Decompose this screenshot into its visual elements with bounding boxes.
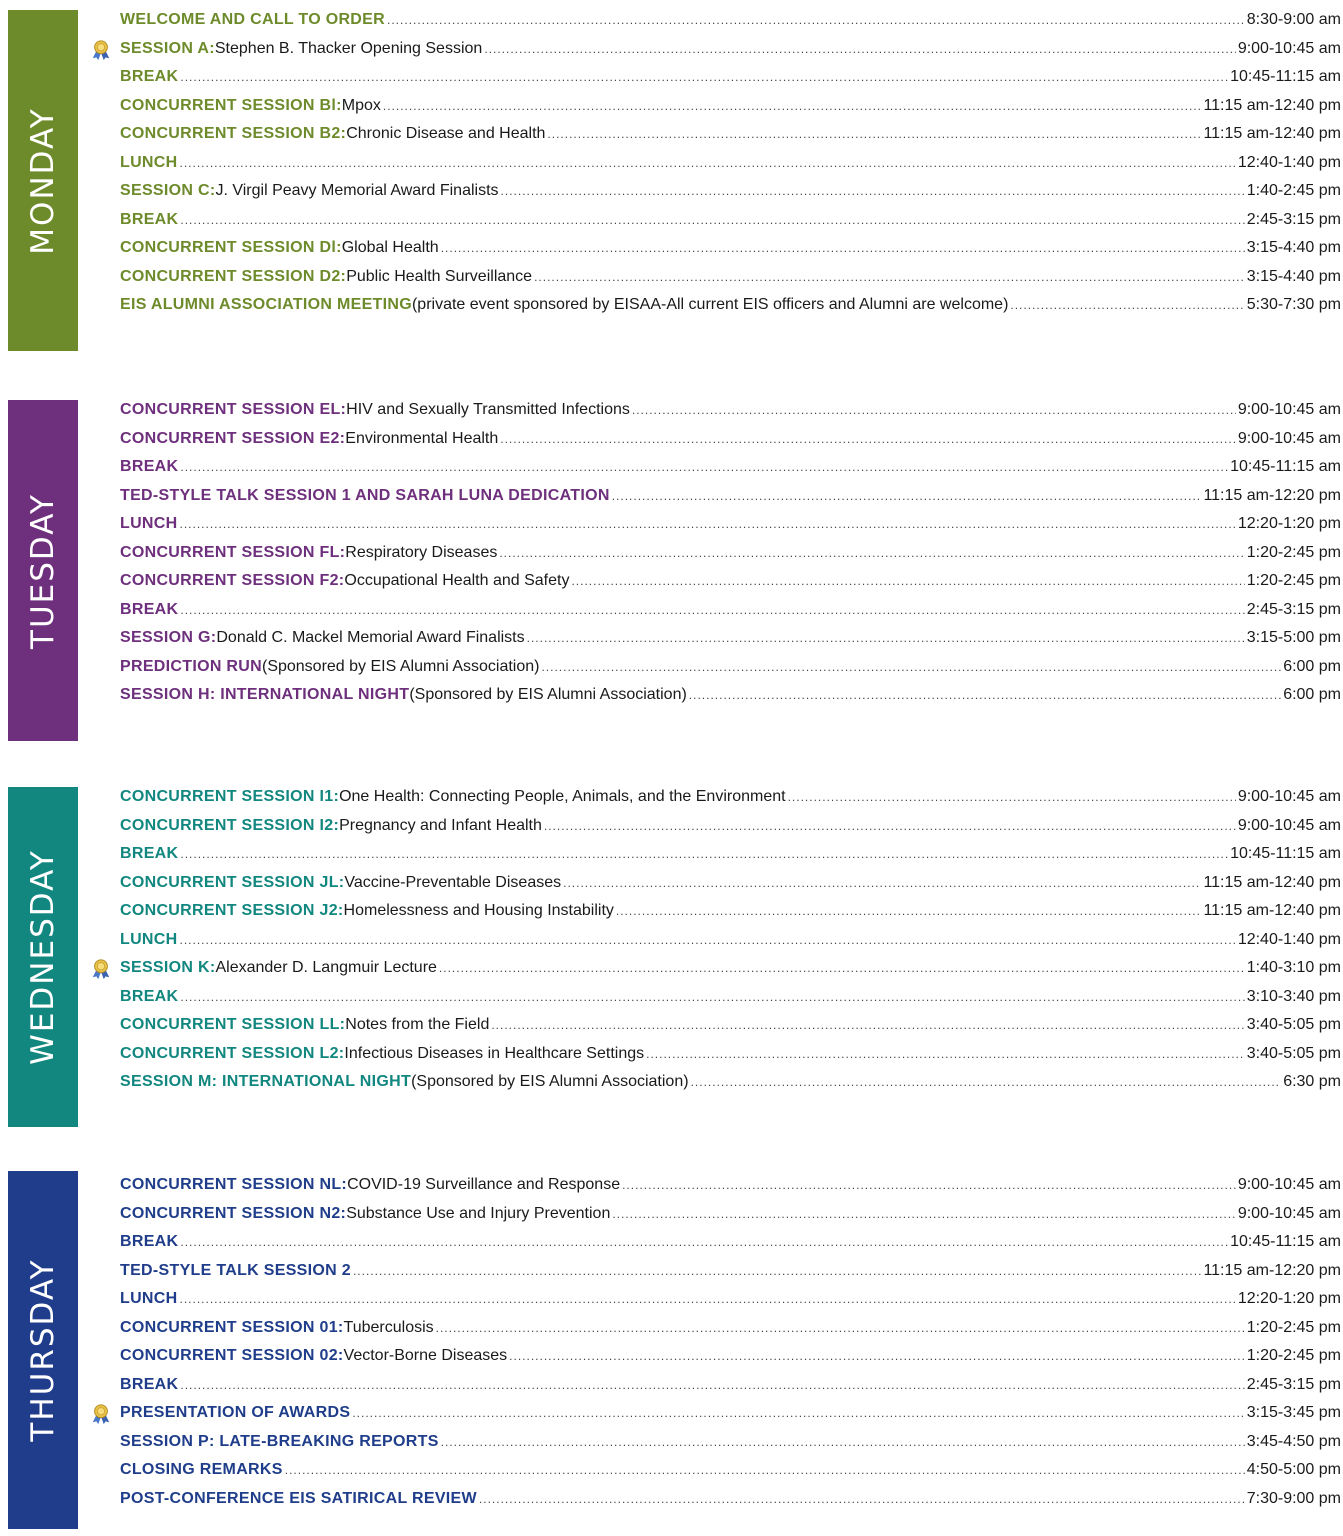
schedule-row: [120, 840, 1341, 869]
session-description: J. Virgil Peavy Memorial Award Finalists: [215, 182, 499, 199]
session-description: (private event sponsored by EISAA-All current EIS officers and Alumni are welcome): [411, 296, 1009, 313]
session-time: 1:20-2:45 pm: [1246, 1318, 1341, 1336]
schedule-row: [120, 1456, 1341, 1485]
schedule-row: [120, 567, 1341, 596]
session-title: CONCURRENT SESSION NL:: [120, 1176, 348, 1193]
session-title: LUNCH: [120, 515, 178, 532]
schedule-list: [120, 396, 1341, 710]
schedule-row: [120, 1228, 1341, 1257]
session-time: 9:00-10:45 am: [1237, 1176, 1341, 1193]
dot-leader: [180, 926, 1236, 955]
session-title: CONCURRENT SESSION Dl:: [120, 239, 342, 256]
session-title: SESSION G:: [120, 629, 217, 646]
session-description: Homelessness and Housing Instability: [343, 902, 614, 919]
session-title: TED-STYLE TALK SESSION 2: [120, 1261, 351, 1279]
dot-leader: [479, 1485, 1245, 1514]
dot-leader: [622, 1171, 1236, 1200]
schedule-row: [120, 1257, 1341, 1286]
session-title: CONCURRENT SESSION B2:: [120, 125, 347, 142]
schedule-row: [120, 539, 1341, 568]
session-title: BREAK: [120, 1375, 179, 1393]
session-title: SESSION K:: [120, 959, 216, 976]
session-title: SESSION P: LATE-BREAKING REPORTS: [120, 1432, 439, 1450]
session-description: Infectious Diseases in Healthcare Settings: [344, 1044, 645, 1062]
session-title: CONCURRENT SESSION E2:: [120, 429, 346, 447]
session-time: 1:20-2:45 pm: [1246, 543, 1341, 561]
award-ribbon-icon: [90, 39, 112, 61]
schedule-row: [120, 1314, 1341, 1343]
session-title: CONCURRENT SESSION 02:: [120, 1347, 344, 1364]
session-time: 10:45-11:15 am: [1230, 1233, 1341, 1250]
session-title: LUNCH: [120, 1290, 178, 1307]
session-title: TED-STYLE TALK SESSION 1 AND SARAH LUNA DEDICATION: [120, 486, 610, 504]
dot-leader: [501, 177, 1245, 206]
dot-leader: [383, 92, 1202, 121]
session-time: 1:40-2:45 pm: [1246, 182, 1341, 199]
session-description: Chronic Disease and Health: [346, 125, 546, 142]
session-title: CONCURRENT SESSION J2:: [120, 902, 344, 919]
session-title: CONCURRENT SESSION D2:: [120, 267, 347, 285]
schedule-row: [120, 63, 1341, 92]
schedule-row: [120, 812, 1341, 841]
dot-leader: [534, 263, 1245, 292]
session-description: Notes from the Field: [345, 1016, 490, 1033]
award-ribbon-icon: [90, 958, 112, 980]
session-description: (Sponsored by EIS Alumni Association): [411, 1073, 689, 1090]
session-time: 11:15 am-12:40 pm: [1203, 902, 1341, 919]
day-label: THURSDAY: [25, 1258, 61, 1442]
schedule-row: [120, 983, 1341, 1012]
dot-leader: [616, 897, 1202, 926]
session-title: BREAK: [120, 987, 179, 1005]
schedule-row: [120, 1285, 1341, 1314]
session-time: 9:00-10:45 am: [1237, 816, 1341, 834]
dot-leader: [180, 596, 1244, 625]
session-time: 3:45-4:50 pm: [1246, 1432, 1341, 1450]
schedule-row: [120, 263, 1341, 292]
dot-leader: [387, 6, 1245, 35]
session-description: Occupational Health and Safety: [344, 572, 570, 589]
dot-leader: [285, 1456, 1245, 1485]
session-description: Public Health Surveillance: [346, 267, 533, 285]
session-description: Vaccine-Preventable Diseases: [344, 873, 562, 891]
schedule-row: [120, 425, 1341, 454]
session-title: PREDICTION RUN: [120, 657, 262, 675]
session-title: CONCURRENT SESSION F2:: [120, 572, 345, 589]
schedule-row: [120, 1011, 1341, 1040]
session-time: 8:30-9:00 am: [1246, 11, 1341, 28]
schedule-row: [120, 1171, 1341, 1200]
session-description: Vector-Borne Diseases: [343, 1347, 508, 1364]
schedule-row: [120, 954, 1341, 983]
dot-leader: [544, 812, 1236, 841]
schedule-row: [120, 897, 1341, 926]
schedule-row: [120, 453, 1341, 482]
session-time: 2:45-3:15 pm: [1246, 1375, 1341, 1393]
session-title: CONCURRENT SESSION I1:: [120, 788, 340, 805]
dot-leader: [180, 1228, 1228, 1257]
session-title: CONCURRENT SESSION L2:: [120, 1044, 345, 1062]
schedule-row: [120, 234, 1341, 263]
dot-leader: [547, 120, 1201, 149]
dot-leader: [646, 1040, 1245, 1069]
schedule-row: [120, 1485, 1341, 1514]
schedule-row: [120, 1399, 1341, 1428]
session-time: 1:40-3:10 pm: [1246, 959, 1341, 976]
session-time: 6:00 pm: [1283, 686, 1341, 703]
schedule-row: [120, 177, 1341, 206]
dot-leader: [491, 1011, 1244, 1040]
schedule-list: [120, 6, 1341, 320]
day-tab-wednesday: [8, 787, 78, 1127]
dot-leader: [180, 63, 1228, 92]
day-tab-monday: [8, 10, 78, 351]
session-time: 12:40-1:40 pm: [1237, 153, 1341, 171]
session-time: 9:00-10:45 am: [1237, 429, 1341, 447]
session-title: BREAK: [120, 210, 179, 228]
schedule-row: [120, 1371, 1341, 1400]
schedule-row: [120, 482, 1341, 511]
day-tab-thursday: [8, 1171, 78, 1529]
session-description: Environmental Health: [345, 429, 499, 447]
schedule-row: [120, 1342, 1341, 1371]
dot-leader: [180, 983, 1244, 1012]
schedule-row: [120, 653, 1341, 682]
schedule-row: [120, 120, 1341, 149]
schedule-row: [120, 681, 1341, 710]
schedule-row: [120, 926, 1341, 955]
session-time: 2:45-3:15 pm: [1246, 210, 1341, 228]
session-time: 12:20-1:20 pm: [1237, 1290, 1341, 1307]
session-time: 4:50-5:00 pm: [1246, 1461, 1341, 1478]
dot-leader: [180, 453, 1228, 482]
dot-leader: [180, 206, 1244, 235]
session-title: LUNCH: [120, 153, 178, 171]
schedule-row: [120, 783, 1341, 812]
session-description: Donald C. Mackel Memorial Award Finalists: [216, 629, 525, 646]
session-description: Respiratory Diseases: [345, 543, 498, 561]
schedule-row: [120, 291, 1341, 320]
session-time: 3:40-5:05 pm: [1246, 1044, 1341, 1062]
session-title: LUNCH: [120, 930, 178, 948]
session-description: Stephen B. Thacker Opening Session: [214, 39, 483, 57]
session-time: 9:00-10:45 am: [1237, 788, 1341, 805]
session-time: 3:15-4:40 pm: [1246, 267, 1341, 285]
session-description: Substance Use and Injury Prevention: [346, 1204, 611, 1222]
session-time: 11:15 am-12:20 pm: [1203, 486, 1341, 504]
session-title: WELCOME AND CALL TO ORDER: [120, 11, 385, 28]
dot-leader: [788, 783, 1236, 812]
dot-leader: [612, 482, 1202, 511]
dot-leader: [180, 1285, 1236, 1314]
session-title: SESSION C:: [120, 182, 216, 199]
day-label: WEDNESDAY: [25, 849, 61, 1065]
dot-leader: [509, 1342, 1245, 1371]
session-time: 2:45-3:15 pm: [1246, 600, 1341, 618]
session-time: 10:45-11:15 am: [1230, 845, 1341, 862]
session-description: (Sponsored by EIS Alumni Association): [409, 686, 687, 703]
session-time: 3:15-5:00 pm: [1246, 629, 1341, 646]
dot-leader: [441, 234, 1245, 263]
session-description: (Sponsored by EIS Alumni Association): [261, 657, 540, 675]
session-title: CONCURRENT SESSION Bl:: [120, 96, 342, 114]
schedule-row: [120, 624, 1341, 653]
session-description: COVID-19 Surveillance and Response: [347, 1176, 621, 1193]
session-time: 9:00-10:45 am: [1237, 401, 1341, 418]
schedule-list: [120, 783, 1341, 1097]
session-time: 5:30-7:30 pm: [1246, 296, 1341, 313]
session-time: 1:20-2:45 pm: [1246, 572, 1341, 589]
schedule-row: [120, 6, 1341, 35]
dot-leader: [180, 840, 1228, 869]
session-time: 11:15 am-12:20 pm: [1203, 1261, 1341, 1279]
dot-leader: [441, 1428, 1245, 1457]
session-description: Global Health: [341, 239, 439, 256]
dot-leader: [632, 396, 1236, 425]
session-time: 7:30-9:00 pm: [1246, 1489, 1341, 1507]
session-title: BREAK: [120, 600, 179, 618]
session-time: 11:15 am-12:40 pm: [1203, 125, 1341, 142]
dot-leader: [612, 1200, 1235, 1229]
schedule-row: [120, 149, 1341, 178]
session-title: CONCURRENT SESSION EL:: [120, 401, 347, 418]
session-title: CONCURRENT SESSION N2:: [120, 1204, 347, 1222]
session-title: SESSION H: INTERNATIONAL NIGHT: [120, 686, 410, 703]
dot-leader: [439, 954, 1245, 983]
dot-leader: [353, 1257, 1202, 1286]
session-time: 9:00-10:45 am: [1237, 1204, 1341, 1222]
dot-leader: [500, 425, 1236, 454]
session-time: 11:15 am-12:40 pm: [1203, 96, 1341, 114]
session-title: CONCURRENT SESSION I2:: [120, 816, 340, 834]
session-title: CONCURRENT SESSION 01:: [120, 1318, 344, 1336]
session-time: 1:20-2:45 pm: [1246, 1347, 1341, 1364]
session-title: CONCURRENT SESSION JL:: [120, 873, 345, 891]
session-time: 3:15-3:45 pm: [1246, 1404, 1341, 1421]
award-ribbon-icon: [90, 1403, 112, 1425]
schedule-row: [120, 1428, 1341, 1457]
day-label: MONDAY: [25, 106, 61, 255]
dot-leader: [352, 1399, 1244, 1428]
session-title: BREAK: [120, 845, 179, 862]
dot-leader: [436, 1314, 1245, 1343]
session-description: Pregnancy and Infant Health: [339, 816, 542, 834]
session-title: BREAK: [120, 458, 179, 475]
schedule-row: [120, 35, 1341, 64]
session-time: 6:00 pm: [1283, 657, 1341, 675]
session-description: One Health: Connecting People, Animals, and the Environment: [339, 788, 786, 805]
schedule-row: [120, 1040, 1341, 1069]
day-tab-tuesday: [8, 400, 78, 741]
schedule-row: [120, 206, 1341, 235]
session-title: SESSION A:: [120, 39, 215, 57]
schedule-row: [120, 869, 1341, 898]
session-time: 6:30 pm: [1283, 1073, 1341, 1090]
session-title: BREAK: [120, 1233, 179, 1250]
dot-leader: [571, 567, 1244, 596]
schedule-row: [120, 596, 1341, 625]
session-title: SESSION M: INTERNATIONAL NIGHT: [120, 1073, 412, 1090]
schedule-row: [120, 1200, 1341, 1229]
session-title: POST-CONFERENCE EIS SATIRICAL REVIEW: [120, 1489, 477, 1507]
session-time: 3:40-5:05 pm: [1246, 1016, 1341, 1033]
dot-leader: [180, 510, 1236, 539]
session-time: 10:45-11:15 am: [1230, 68, 1341, 85]
session-time: 3:15-4:40 pm: [1246, 239, 1341, 256]
dot-leader: [563, 869, 1201, 898]
schedule-row: [120, 1068, 1341, 1097]
session-title: CONCURRENT SESSION LL:: [120, 1016, 346, 1033]
session-title: EIS ALUMNI ASSOCIATION MEETING: [120, 296, 412, 313]
dot-leader: [527, 624, 1245, 653]
day-label: TUESDAY: [25, 492, 61, 649]
session-title: CONCURRENT SESSION FL:: [120, 543, 346, 561]
session-description: Alexander D. Langmuir Lecture: [215, 959, 437, 976]
dot-leader: [541, 653, 1281, 682]
session-time: 12:40-1:40 pm: [1237, 930, 1341, 948]
session-time: 10:45-11:15 am: [1230, 458, 1341, 475]
session-time: 12:20-1:20 pm: [1237, 515, 1341, 532]
schedule-list: [120, 1171, 1341, 1513]
dot-leader: [691, 1068, 1282, 1097]
session-title: CLOSING REMARKS: [120, 1461, 283, 1478]
session-time: 9:00-10:45 am: [1237, 39, 1341, 57]
dot-leader: [499, 539, 1244, 568]
schedule-row: [120, 396, 1341, 425]
schedule-row: [120, 92, 1341, 121]
session-title: BREAK: [120, 68, 179, 85]
session-description: Mpox: [341, 96, 381, 114]
dot-leader: [689, 681, 1281, 710]
dot-leader: [1010, 291, 1244, 320]
session-title: PRESENTATION OF AWARDS: [120, 1404, 351, 1421]
session-description: Tuberculosis: [343, 1318, 434, 1336]
session-time: 3:10-3:40 pm: [1246, 987, 1341, 1005]
session-description: HIV and Sexually Transmitted Infections: [346, 401, 630, 418]
session-time: 11:15 am-12:40 pm: [1203, 873, 1341, 891]
dot-leader: [180, 1371, 1244, 1400]
schedule-row: [120, 510, 1341, 539]
dot-leader: [180, 149, 1236, 178]
dot-leader: [484, 35, 1236, 64]
